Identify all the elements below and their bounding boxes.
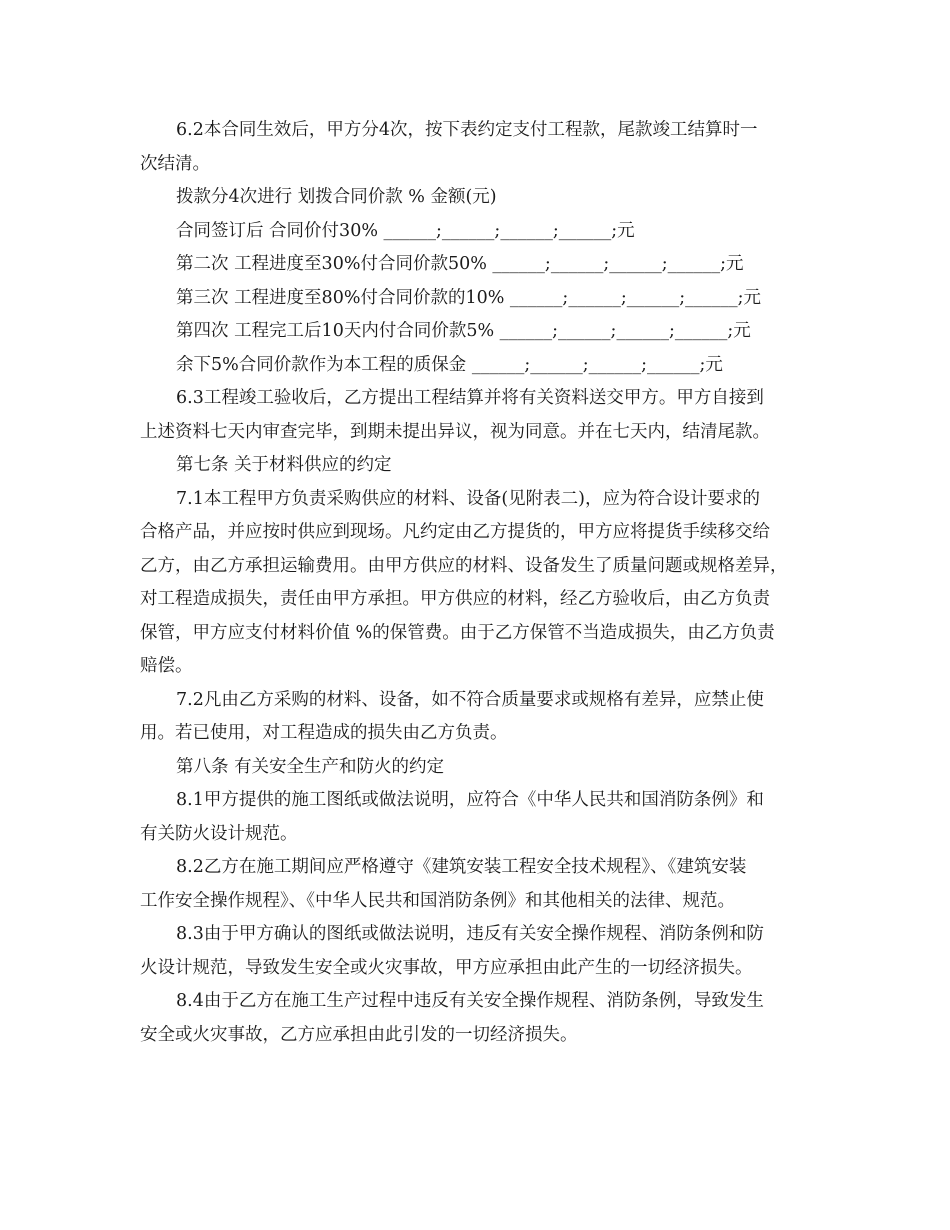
text-line: 7.2凡由乙方采购的材料、设备，如不符合质量要求或规格有差异，应禁止使 (176, 689, 764, 710)
section-heading: 第八条 有关安全生产和防火的约定 (176, 756, 445, 777)
document-page (140, 114, 815, 1052)
text-line: 拨款分4次进行 划拨合同价款 % 金额(元) (176, 187, 497, 207)
text-line: 合格产品，并应按时供应到现场。凡约定由乙方提货的，甲方应将提货手续移交给 (140, 522, 770, 542)
text-line: 第二次 工程进度至30%付合同价款50% ______;______;______;______;元 (176, 254, 744, 274)
text-line: 余下5%合同价款作为本工程的质保金 ______;______;______;______;元 (176, 354, 723, 375)
text-line: 工作安全操作规程》、《中华人民共和国消防条例》和其他相关的法律、规范。 (140, 890, 735, 911)
text-line: 8.3由于甲方确认的图纸或做法说明，违反有关安全操作规程、消防条例和防 (176, 924, 764, 944)
text-line: 保管，甲方应支付材料价值 %的保管费。由于乙方保管不当造成损失，由乙方负责 (140, 622, 775, 643)
text-line: 第三次 工程进度至80%付合同价款的10% ______;______;______;______;元 (176, 287, 762, 308)
text-line: 上述资料七天内审查完毕，到期未提出异议，视为同意。并在七天内，结清尾款。 (140, 421, 770, 442)
text-line: 有关防火设计规范。 (140, 823, 298, 844)
text-line: 第四次 工程完工后10天内付合同价款5% ______;______;______;______;元 (176, 321, 751, 341)
text-line: 次结清。 (140, 153, 210, 174)
text-line: 6.3工程竣工验收后，乙方提出工程结算并将有关资料送交甲方。甲方自接到 (176, 388, 764, 408)
text-line: 火设计规范，导致发生安全或火灾事故，甲方应承担由此产生的一切经济损失。 (140, 957, 753, 978)
text-line: 合同签订后 合同价付30% ______;______;______;______;元 (176, 220, 635, 241)
text-line: 用。若已使用，对工程造成的损失由乙方负责。 (140, 723, 508, 743)
text-line: 7.1本工程甲方负责采购供应的材料、设备(见附表二)，应为符合设计要求的 (176, 488, 760, 509)
text-line: 赔偿。 (140, 656, 193, 676)
text-line: 安全或火灾事故，乙方应承担由此引发的一切经济损失。 (140, 1024, 578, 1045)
text-line: 8.4由于乙方在施工生产过程中违反有关安全操作规程、消防条例，导致发生 (176, 991, 764, 1011)
text-line: 乙方，由乙方承担运输费用。由甲方供应的材料、设备发生了质量问题或规格差异， (140, 555, 788, 576)
text-line: 8.1甲方提供的施工图纸或做法说明，应符合《中华人民共和国消防条例》和 (176, 790, 764, 810)
text-line: 8.2乙方在施工期间应严格遵守《建筑安装工程安全技术规程》、《建筑安装 (176, 857, 747, 877)
section-heading: 第七条 关于材料供应的约定 (176, 455, 392, 475)
text-line: 对工程造成损失，责任由甲方承担。甲方供应的材料，经乙方验收后，由乙方负责 (140, 589, 770, 609)
text-line: 6.2本合同生效后，甲方分4次，按下表约定支付工程款，尾款竣工结算时一 (176, 120, 758, 140)
